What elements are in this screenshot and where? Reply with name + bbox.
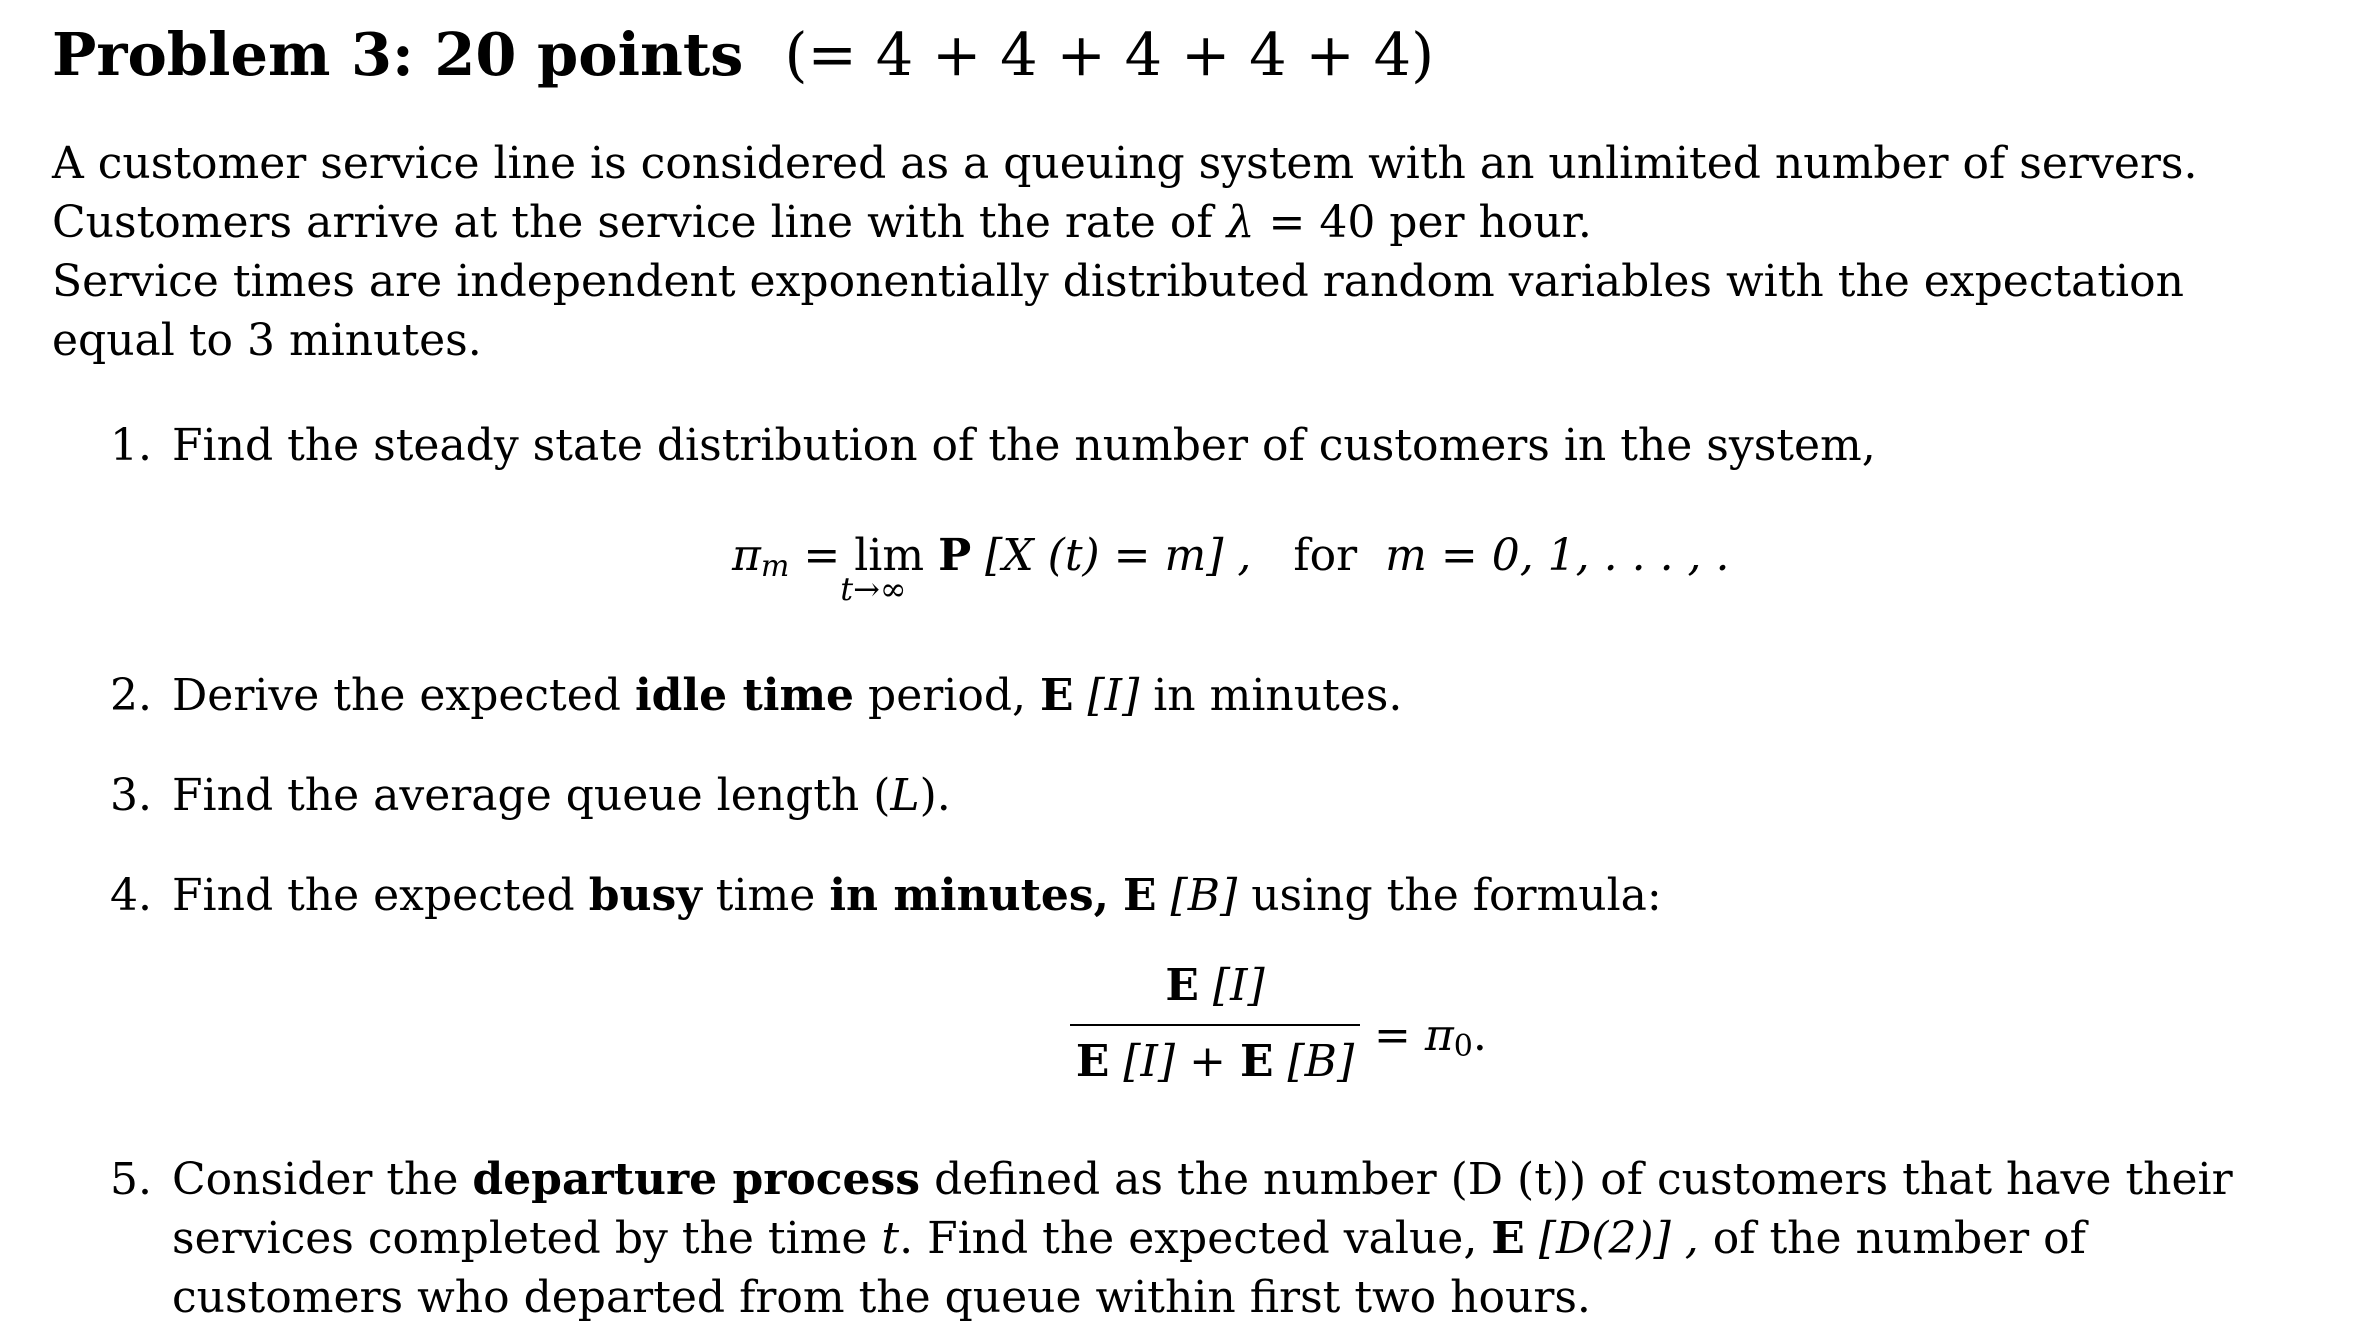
fraction-numerator: E [I] [1165, 960, 1265, 1011]
question-5 [110, 1150, 2320, 1327]
busy-time-fraction [1070, 956, 1360, 1092]
question-2 [110, 666, 2320, 725]
question-text: Derive the expected idle time period, E [I] in minutes. [172, 670, 1403, 721]
intro-line-2: Customers arrive at the service line with the rate of λ = 40 per hour. [52, 197, 1592, 248]
problem-title [52, 14, 1434, 96]
question-text: Find the expected busy time in minutes, E [B] using the formula: [172, 870, 1662, 921]
question-1 [110, 416, 2320, 475]
question-number: 2. [110, 670, 152, 721]
steady-state-equation: $\pi_m = \lim$ t→∞ P [X (t) = m] , for m = 0, 1, . . . , . [732, 526, 1730, 596]
question-4 [110, 866, 2320, 925]
problem-description [52, 134, 2317, 370]
limit-operator: lim t→∞ [840, 530, 925, 608]
question-number: 1. [110, 420, 152, 471]
question-number: 4. [110, 870, 152, 921]
fraction-rhs: = $\pi_0$. [1374, 1010, 1487, 1064]
question-text: Find the average queue length (L). [172, 770, 951, 821]
problem-points-breakdown: (= 4 + 4 + 4 + 4 + 4) [784, 20, 1435, 89]
question-number: 5. [110, 1154, 152, 1205]
question-3 [110, 766, 2320, 825]
problem-title-label: Problem 3: 20 points [52, 20, 744, 89]
fraction-denominator: E [I] + E [B] [1075, 1036, 1355, 1087]
intro-line-1: A customer service line is considered as a queuing system with an unlimited number of servers. [52, 138, 2198, 189]
lambda-symbol: λ [1226, 197, 1255, 248]
intro-line-3: Service times are independent exponentially distributed random variables with the expectation equal to 3 minutes. [52, 256, 2184, 366]
question-text: Find the steady state distribution of the number of customers in the system, [172, 420, 1876, 471]
question-text: Consider the departure process defined as the number (D (t)) of customers that have their services completed by the time t. Find the expected value, E [D(2)] , of the number of customers who departed from the queue within first two hours. [172, 1154, 2233, 1323]
question-number: 3. [110, 770, 152, 821]
